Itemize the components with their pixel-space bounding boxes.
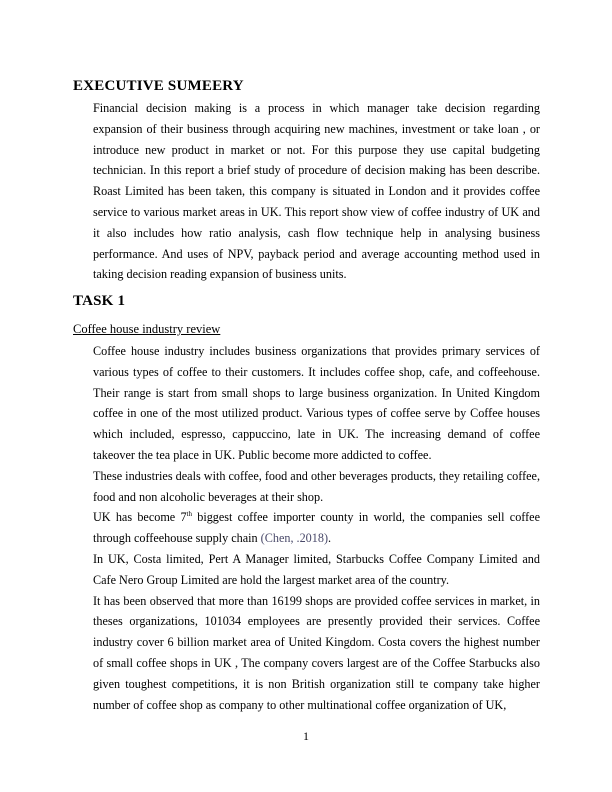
importer-text-end: . bbox=[328, 531, 332, 546]
executive-summary-heading: EXECUTIVE SUMEERY bbox=[73, 78, 244, 94]
executive-summary-paragraph: Financial decision making is a process in which manager take decision regarding expansion of their business through acquiring new machines, investment or take loan , or introduce new product in market or not. For this purpose they use capital budgeting technician. In this report a brief study of procedure of decision making has been describe. Roast Limited has been taken, this company is situated in London and it provides coffee service to various market areas in UK. This report show view of coffee industry of UK and it also includes how ratio analysis, cash flow technique help in analysing business performance. And uses of NPV, payback period and average accounting method used in taking decision reading expansion of business units. bbox=[93, 101, 540, 282]
executive-summary-body bbox=[93, 98, 540, 285]
task-1-heading: TASK 1 bbox=[73, 293, 126, 309]
paragraph-market-statistics: It has been observed that more than 16199 shops are provided coffee services in market, in theses organizations, 101034 employees are presently provided their services. Coffee industry cover 6 billion market area of United Kingdom. Costa covers the highest number of small coffee shops in UK , The company covers largest are of the Coffee Starbucks also given toughest competitions, it is non British organization still te company take higher number of coffee shop as company to other multinational coffee organization of UK, bbox=[93, 593, 540, 712]
paragraph-products: These industries deals with coffee, food and other beverages products, they retailing coffee, food and non alcoholic beverages at their shop. bbox=[93, 468, 540, 504]
paragraph-importer bbox=[93, 507, 540, 549]
ordinal-superscript: th bbox=[186, 510, 192, 519]
paragraph-market-leaders: In UK, Costa limited, Pert A Manager limited, Starbucks Coffee Company Limited and Cafe Nero Group Limited are hold the largest market area of the country. bbox=[93, 551, 540, 587]
paragraph-industry-overview: Coffee house industry includes business organizations that provides primary services of various types of coffee to their customers. It includes coffee shop, cafe, and coffeehouse. Their range is start from small shops to large business organization. In United Kingdom coffee in one of the most utilized product. Various types of coffee serve by Coffee houses which included, espresso, cappuccino, late in UK. The increasing demand of coffee takeover the tea place in UK. Public become more addicted to coffee. bbox=[93, 344, 540, 462]
task-1-body bbox=[93, 341, 540, 715]
citation: (Chen, .2018) bbox=[260, 531, 329, 546]
importer-text-a: UK has become 7 bbox=[93, 510, 187, 525]
page-number: 1 bbox=[303, 729, 309, 743]
section-subheading: Coffee house industry review bbox=[73, 322, 221, 336]
importer-text-b: biggest coffee importer county in world, the companies sell coffee through coffeehouse supply chain bbox=[93, 510, 541, 546]
